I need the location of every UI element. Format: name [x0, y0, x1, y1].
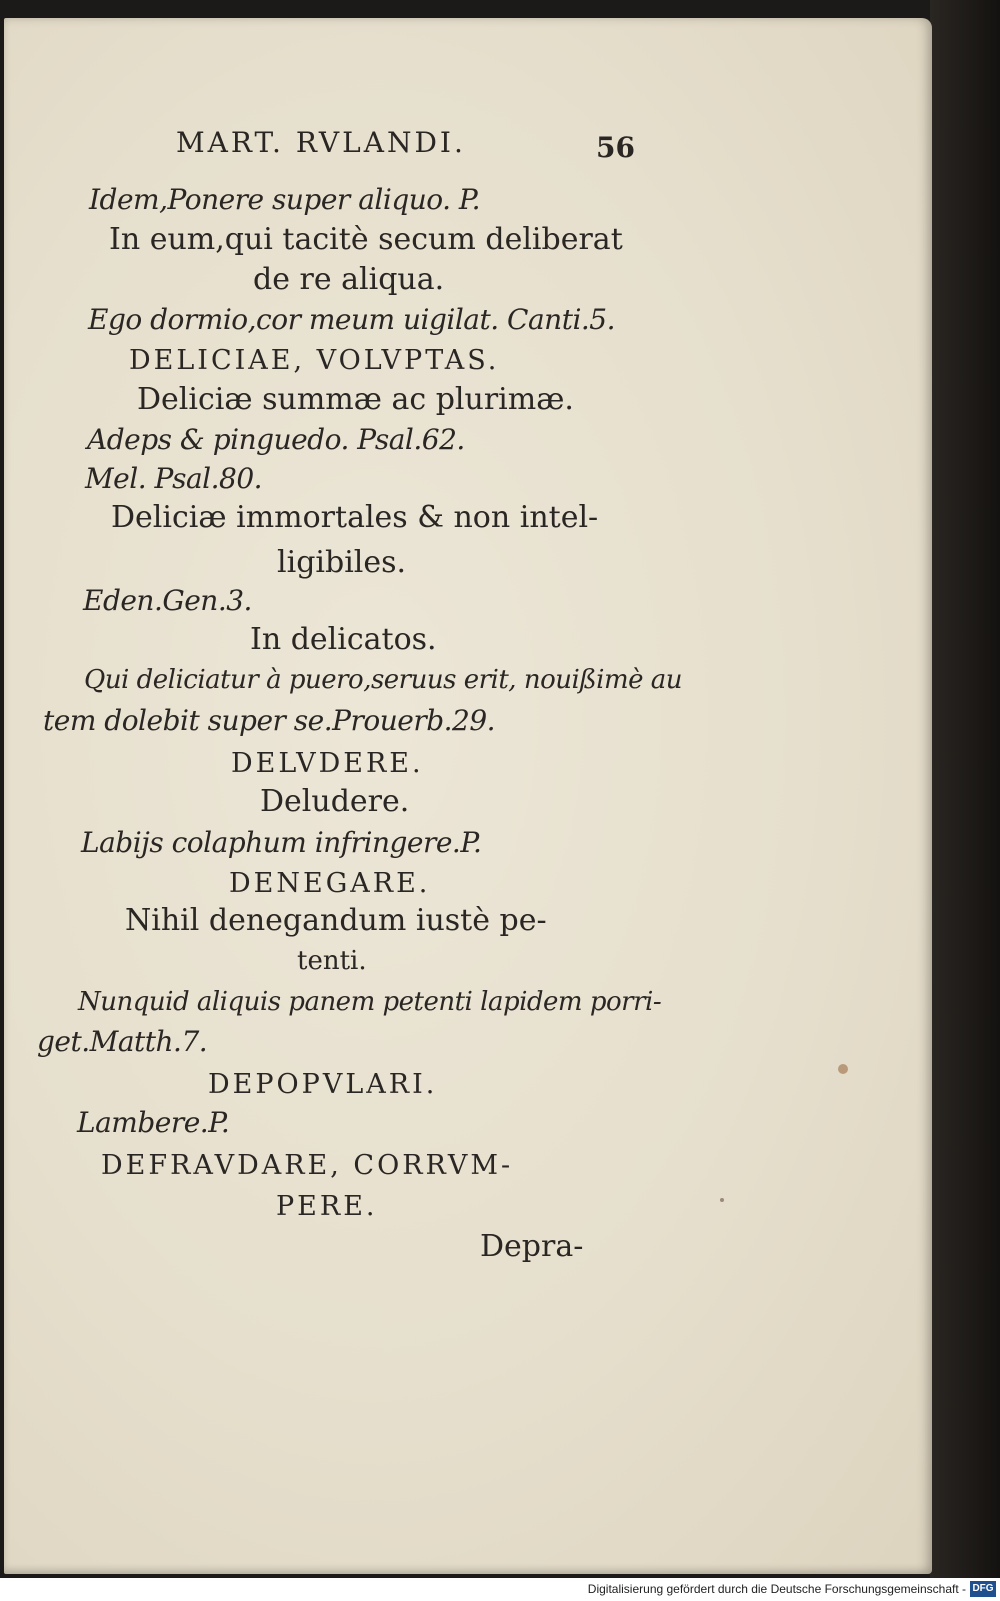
page-shadow-edge	[930, 0, 1000, 1601]
foxing-spot	[838, 1064, 848, 1074]
text-line: Eden.Gen.3.	[83, 584, 252, 617]
text-line: In delicatos.	[250, 622, 437, 657]
catchword: Depra-	[480, 1229, 584, 1264]
text-line: Deludere.	[260, 784, 410, 819]
text-line: Mel. Psal.80.	[85, 462, 263, 495]
running-title: MART. RVLANDI.	[176, 126, 466, 159]
section-heading: DEFRAVDARE, CORRVM-	[101, 1150, 514, 1181]
text-line: tenti.	[297, 946, 367, 976]
section-heading: DELICIAE, VOLVPTAS.	[129, 345, 500, 376]
funding-credit: Digitalisierung gefördert durch die Deutsche Forschungsgemeinschaft -	[587, 1582, 966, 1596]
text-line: Idem,Ponere super aliquo. P.	[89, 183, 481, 216]
footer-bar	[0, 1578, 1000, 1601]
text-line: Adeps & pinguedo. Psal.62.	[87, 423, 465, 456]
text-line: get.Matth.7.	[37, 1025, 208, 1058]
text-line: Nunquid aliquis panem petenti lapidem porri-	[78, 987, 662, 1017]
text-line: tem dolebit super se.Prouerb.29.	[43, 704, 496, 737]
text-line: In eum,qui tacitè secum deliberat	[109, 222, 623, 257]
text-line: Qui deliciatur à puero,seruus erit, nouißimè au	[84, 665, 683, 695]
text-line: Deliciæ summæ ac plurimæ.	[137, 382, 574, 417]
section-heading: DEPOPVLARI.	[208, 1069, 438, 1100]
text-line: ligibiles.	[277, 545, 407, 580]
text-line: Nihil denegandum iustè pe-	[125, 903, 547, 938]
dfg-logo: DFG	[970, 1581, 996, 1597]
foxing-spot-small	[720, 1198, 724, 1202]
text-line: Labijs colaphum infringere.P.	[81, 826, 482, 859]
section-heading: DENEGARE.	[229, 868, 431, 899]
text-line: de re aliqua.	[253, 262, 445, 297]
page-number: 56	[596, 131, 635, 164]
text-line: Ego dormio,cor meum uigilat. Canti.5.	[88, 303, 616, 336]
section-heading: PERE.	[276, 1191, 378, 1222]
text-line: Lambere.P.	[77, 1106, 230, 1139]
text-line: Deliciæ immortales & non intel-	[111, 500, 599, 535]
section-heading: DELVDERE.	[231, 748, 424, 779]
